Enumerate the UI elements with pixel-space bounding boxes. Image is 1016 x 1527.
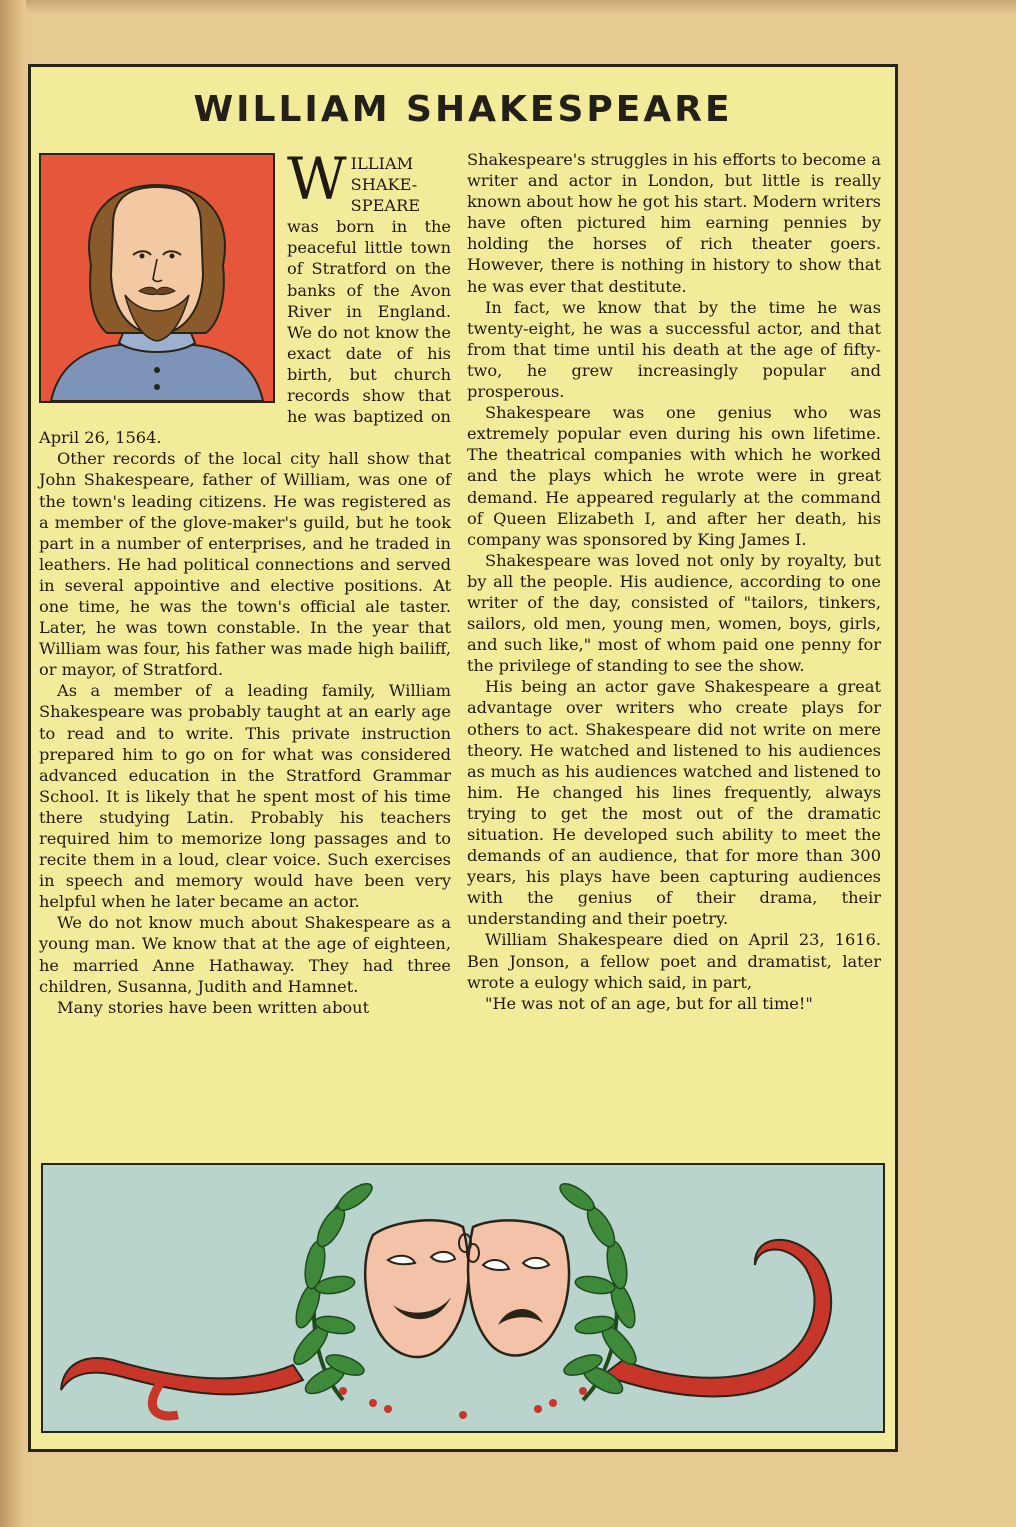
page-top-shadow	[0, 0, 1016, 14]
left-paragraph-2: Other records of the local city hall show that John Shakespeare, father of William, was one of the town's leading citizens. He was registered as a member of the glove-maker's guild, but he took part in a number of enterprises, and he traded in leathers. He had political connections and served in several appointive and elective positions. At one time, he was the town's official ale taster. Later, he was town constable. In the year that William was four, his father was made high bailiff, or mayor, of Stratford.	[39, 449, 451, 680]
shakespeare-portrait	[39, 153, 275, 403]
article-panel	[28, 64, 898, 1452]
left-column	[39, 145, 451, 1018]
page-binding-edge	[0, 0, 26, 1527]
portrait-drawing	[41, 155, 273, 401]
laurel-wreath-icon	[289, 1179, 376, 1400]
right-paragraph-1: Shakespeare's struggles in his efforts to become a writer and actor in London, but little is really known about how he got his start. Modern writers have often pictured him earning pennies by holding the horses of rich theater goers. However, there is nothing in history to show that he was ever that destitute.	[467, 150, 881, 296]
left-paragraph-4: We do not know much about Shakespeare as a young man. We know that at the age of eighteen, he married Anne Hathaway. They had three children, Susanna, Judith and Hamnet.	[39, 913, 451, 996]
left-paragraph-3: As a member of a leading family, William Shakespeare was probably taught at an early age to read and to write. This private instruction prepared him to go on for what was considered advanced education in the Stratford Grammar School. It is likely that he spent most of his time there studying Latin. Probably his teachers required him to memorize long passages and to recite them in a loud, clear voice. Such exercises in speech and memory would have been very helpful when he later became an actor.	[39, 681, 451, 912]
page-title: WILLIAM SHAKESPEARE	[193, 89, 733, 130]
right-paragraph-6: William Shakespeare died on April 23, 1616. Ben Jonson, a fellow poet and dramatist, later wrote a eulogy which said, in part,	[467, 930, 881, 992]
theater-masks-illustration	[41, 1163, 885, 1433]
tragedy-mask-icon	[468, 1220, 569, 1355]
closing-quote: "He was not of an age, but for all time!"	[485, 993, 813, 1013]
right-paragraph-3: Shakespeare was one genius who was extremely popular even during his own lifetime. The theatrical companies with which he worked and the plays which he wrote were in great demand. He appeared regularly at the command of Queen Elizabeth I, and after her death, his company was sponsored by King James I.	[467, 403, 881, 549]
comedy-mask-icon	[365, 1220, 468, 1357]
right-paragraph-2: In fact, we know that by the time he was twenty-eight, he was a successful actor, and that from that time until his death at the age of fifty-two, he grew increasingly popular and prosperous.	[467, 297, 881, 402]
ribbon-icon	[61, 1358, 303, 1394]
right-column	[467, 149, 881, 1014]
drop-cap: W	[287, 145, 347, 213]
left-paragraph-5: Many stories have been written about	[57, 997, 370, 1017]
ribbon-icon-right	[603, 1240, 831, 1397]
right-paragraph-4: Shakespeare was loved not only by royalty, but by all the people. His audience, according to one writer of the day, consisted of "tailors, tinkers, sailors, old men, young men, women, boys, girls, and such like," most of whom paid one penny for the privilege of standing to see the show.	[467, 550, 881, 676]
left-paragraph-1: ILLIAM SHAKE-SPEARE was born in the peaceful little town of Stratford on the banks of the Avon River in England. We do not know the exact date of his birth, but church records show that he was baptized on April 26, 1564.	[39, 154, 451, 448]
berries	[339, 1387, 587, 1419]
right-paragraph-5: His being an actor gave Shakespeare a great advantage over writers who create plays for others to act. Shakespeare did not write on mere theory. He watched and listened to his audiences as much as his audiences watched and listened to him. He changed his lines frequently, always trying to get the most out of the dramatic situation. He developed such ability to meet the demands of an audience, that for more than 300 years, his plays have been capturing audiences with the genius of their drama, their understanding and their poetry.	[467, 677, 881, 929]
